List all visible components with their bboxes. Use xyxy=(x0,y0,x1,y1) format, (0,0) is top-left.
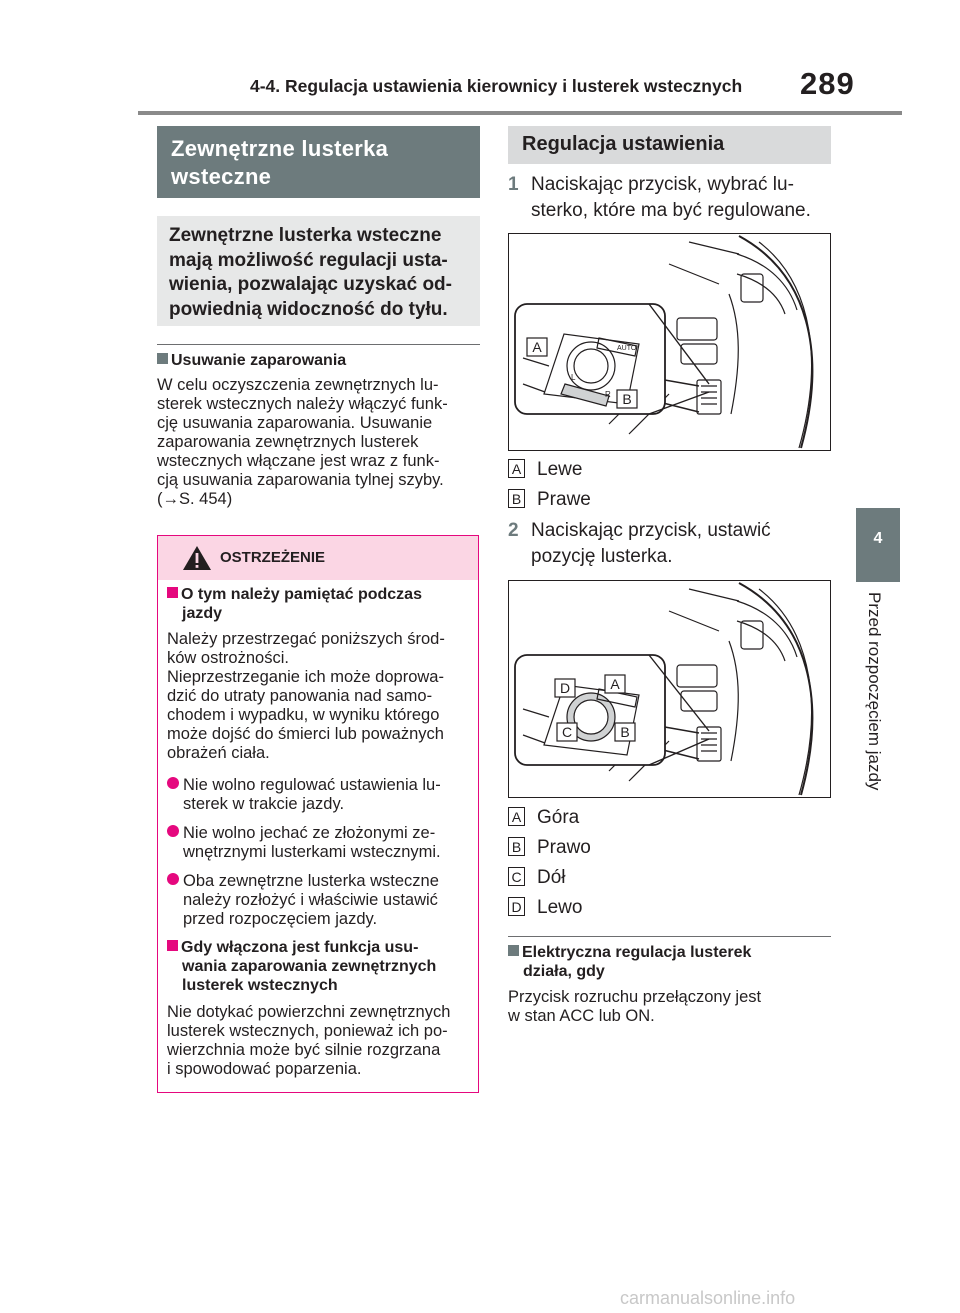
page-number: 289 xyxy=(800,66,855,101)
defog-text: W celu oczyszczenia zewnętrznych lu- sterek wstecznych należy włączyć funk- cję usuwania zaparowania. Usuwanie zaparowania zewnętrznych lusterek wstecznych włączane jest wraz z funk- cją usuwania zaparowania tylnej szyby. (→S. 454) xyxy=(157,376,448,508)
header-rule xyxy=(138,111,902,115)
circle-bullet-icon xyxy=(167,825,179,837)
intro-text: Zewnętrzne lusterka wsteczne mają możliwość regulacji usta- wienia, pozwalając uzyskać od- powiednią widoczność do tyłu. xyxy=(169,225,452,320)
chapter-number: 4 xyxy=(873,530,883,547)
circle-bullet-icon xyxy=(167,777,179,789)
divider xyxy=(157,344,480,345)
figure-1-label-b: B Prawe xyxy=(508,489,591,511)
figure-1-callout-a: A xyxy=(532,339,542,355)
square-bullet-icon xyxy=(167,940,178,951)
figure-2-label-a: A Góra xyxy=(508,807,579,829)
section-title-box-2 xyxy=(508,126,831,164)
key-d-icon: D xyxy=(508,897,525,916)
figure-2-label-c: C Dół xyxy=(508,867,566,889)
warning-triangle-icon xyxy=(182,545,212,571)
warning-bullet-2: Nie wolno jechać ze złożonymi ze- wnętrznymi lusterkami wstecznymi. xyxy=(167,824,477,862)
step-1: 1 Naciskając przycisk, wybrać lu- sterko, które ma być regulowane. xyxy=(508,174,811,221)
figure-2-callout-d: D xyxy=(559,680,571,696)
warning-header xyxy=(158,536,478,580)
figure-2-callout-b: B xyxy=(620,724,630,740)
square-bullet-icon xyxy=(157,353,168,364)
divider-2 xyxy=(508,936,831,937)
section-title-2: Regulacja ustawienia xyxy=(522,133,725,155)
warning-bullet-3: Oba zewnętrzne lusterka wsteczne należy rozłożyć i właściwie ustawić przed rozpoczęciem jazdy. xyxy=(167,872,477,929)
intro-box xyxy=(157,216,480,326)
warning-sub1: O tym należy pamiętać podczas jazdy xyxy=(167,585,467,623)
section-title: Zewnętrzne lusterka wsteczne xyxy=(171,136,389,189)
figure-mirror-select xyxy=(508,233,831,451)
figure-1-label-a: A Lewe xyxy=(508,459,582,481)
figure-2-label-d: D Lewo xyxy=(508,897,582,919)
warning-bullet-1: Nie wolno regulować ustawienia lu- sterek w trakcie jazdy. xyxy=(167,776,477,814)
warning-paragraph-2: Nie dotykać powierzchni zewnętrznych lusterek wstecznych, ponieważ ich po- wierzchnia może być silnie rozgrzana i spowodować poparzenia. xyxy=(167,1003,451,1078)
step-2: 2 Naciskając przycisk, ustawić pozycję lusterka. xyxy=(508,520,771,567)
warning-sub2: Gdy włączona jest funkcja usu- wania zaparowania zewnętrznych lusterek wstecznych xyxy=(167,938,477,995)
warning-label: OSTRZEŻENIE xyxy=(220,549,326,566)
step-number: 2 xyxy=(508,520,519,541)
step-number: 1 xyxy=(508,174,519,195)
key-b-icon: B xyxy=(508,837,525,856)
switch-label-auto: AUTO xyxy=(617,345,637,352)
circle-bullet-icon xyxy=(167,873,179,885)
key-a-icon: A xyxy=(508,807,525,826)
mirror-switch-illustration-2 xyxy=(509,581,830,797)
figure-1-callout-b: B xyxy=(622,391,632,407)
electric-heading: Elektryczna regulacja lusterek działa, gdy xyxy=(508,943,831,981)
electric-text: Przycisk rozruchu przełączony jest w stan ACC lub ON. xyxy=(508,988,762,1025)
key-c-icon: C xyxy=(508,867,525,886)
figure-mirror-adjust xyxy=(508,580,831,798)
figure-2-callout-a: A xyxy=(610,676,620,692)
section-title-box xyxy=(157,126,480,198)
figure-2-callout-c: C xyxy=(561,724,573,740)
chapter-label: Przed rozpoczęciem jazdy xyxy=(865,592,884,791)
switch-label-l: L xyxy=(571,373,576,382)
watermark: carmanualsonline.info xyxy=(620,1288,796,1308)
figure-2-label-b: B Prawo xyxy=(508,837,591,859)
mirror-switch-illustration xyxy=(509,234,830,450)
key-a-icon: A xyxy=(508,459,525,478)
key-b-icon: B xyxy=(508,489,525,508)
defog-heading: Usuwanie zaparowania xyxy=(157,351,346,370)
running-header: 4-4. Regulacja ustawienia kierownicy i lusterek wstecznych xyxy=(250,76,743,96)
square-bullet-icon xyxy=(508,945,519,956)
warning-paragraph: Należy przestrzegać poniższych środ- ków ostrożności. Nieprzestrzeganie ich może doprowa- dzić do utraty panowania nad samo- chodem i wypadku, w wyniku którego może dojść do śmierci lub poważnych obrażeń ciała. xyxy=(167,630,445,762)
square-bullet-icon xyxy=(167,587,178,598)
switch-label-r: R xyxy=(605,390,611,399)
